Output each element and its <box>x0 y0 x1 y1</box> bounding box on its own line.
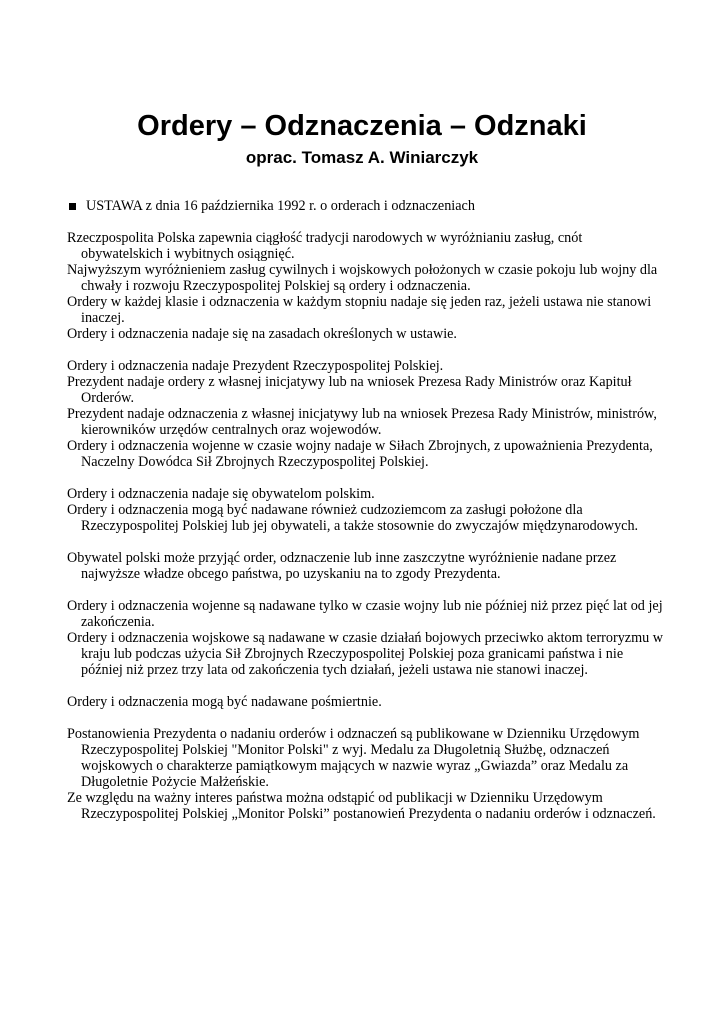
bullet-item <box>67 198 667 214</box>
paragraph: Ordery w każdej klasie i odznaczenia w każdym stopniu nadaje się jeden raz, jeżeli ustawa nie stanowi inaczej. <box>67 294 652 326</box>
paragraph: Ordery i odznaczenia wojskowe są nadawane w czasie działań bojowych przeciwko aktom terroryzmu w kraju lub podczas użycia Sił Zbrojnych Rzeczypospolitej Polskiej poza granicami państwa i nie później niż przez trzy lata od zakończenia tych działań, jeżeli ustawa nie stanowi inaczej. <box>67 630 664 678</box>
paragraph: Postanowienia Prezydenta o nadaniu orderów i odznaczeń są publikowane w Dzienniku Urzędowym Rzeczypospolitej Polskiej "Monitor Polski" z wyj. Medalu za Długoletnią Służbę, odznaczeń wojskowych o charakterze pamiątkowym mających w nazwie wyraz „Gwiazda” oraz Medalu za Długoletnie Pożycie Małżeńskie. <box>67 726 640 790</box>
document-title: Ordery – Odznaczenia – Odznaki <box>137 110 587 142</box>
paragraph-group <box>67 694 667 710</box>
paragraph: Prezydent nadaje ordery z własnej inicjatywy lub na wniosek Prezesa Rady Ministrów oraz Kapituł Orderów. <box>67 374 632 406</box>
document-subtitle: oprac. Tomasz A. Winiarczyk <box>245 148 479 167</box>
paragraph: Ordery i odznaczenia wojenne są nadawane tylko w czasie wojny lub nie później niż przez pięć lat od jej zakończenia. <box>67 598 663 630</box>
paragraph: Obywatel polski może przyjąć order, odznaczenie lub inne zaszczytne wyróżnienie nadane przez najwyższe władze obcego państwa, po uzyskaniu na to zgody Prezydenta. <box>67 550 617 582</box>
paragraph: Najwyższym wyróżnieniem zasług cywilnych i wojskowych położonych w czasie pokoju lub wojny dla chwały i rozwoju Rzeczypospolitej Polskiej są ordery i odznaczenia. <box>67 262 658 294</box>
paragraph: Ze względu na ważny interes państwa można odstąpić od publikacji w Dzienniku Urzędowym Rzeczypospolitej Polskiej „Monitor Polski” postanowień Prezydenta o nadaniu orderów i odznaczeń. <box>67 790 656 822</box>
paragraph-group <box>67 550 667 582</box>
square-bullet-icon <box>69 203 76 210</box>
paragraph-group <box>67 726 667 822</box>
paragraph: Ordery i odznaczenia nadaje się obywatelom polskim. <box>67 486 375 502</box>
paragraph: Rzeczpospolita Polska zapewnia ciągłość tradycji narodowych w wyróżnianiu zasług, cnót obywatelskich i wybitnych osiągnięć. <box>67 230 583 262</box>
bullet-text: USTAWA z dnia 16 października 1992 r. o orderach i odznaczeniach <box>86 198 475 214</box>
paragraph-group <box>67 486 667 534</box>
paragraph: Ordery i odznaczenia wojenne w czasie wojny nadaje w Siłach Zbrojnych, z upoważnienia Prezydenta, Naczelny Dowódca Sił Zbrojnych Rzeczypospolitej Polskiej. <box>67 438 653 470</box>
paragraph: Ordery i odznaczenia nadaje się na zasadach określonych w ustawie. <box>67 326 457 342</box>
paragraph-groups <box>67 230 667 822</box>
paragraph-group <box>67 358 667 470</box>
document-body <box>67 198 667 838</box>
paragraph: Prezydent nadaje odznaczenia z własnej inicjatywy lub na wniosek Prezesa Rady Ministrów, ministrów, kierowników urzędów centralnych oraz wojewodów. <box>67 406 657 438</box>
paragraph-group <box>67 598 667 678</box>
paragraph: Ordery i odznaczenia mogą być nadawane pośmiertnie. <box>67 694 382 710</box>
paragraph: Ordery i odznaczenia nadaje Prezydent Rzeczypospolitej Polskiej. <box>67 358 444 374</box>
paragraph-group <box>67 230 667 342</box>
paragraph: Ordery i odznaczenia mogą być nadawane również cudzoziemcom za zasługi położone dla Rzeczypospolitej Polskiej lub jej obywateli, a także stosownie do zwyczajów międzynarodowych. <box>67 502 639 534</box>
